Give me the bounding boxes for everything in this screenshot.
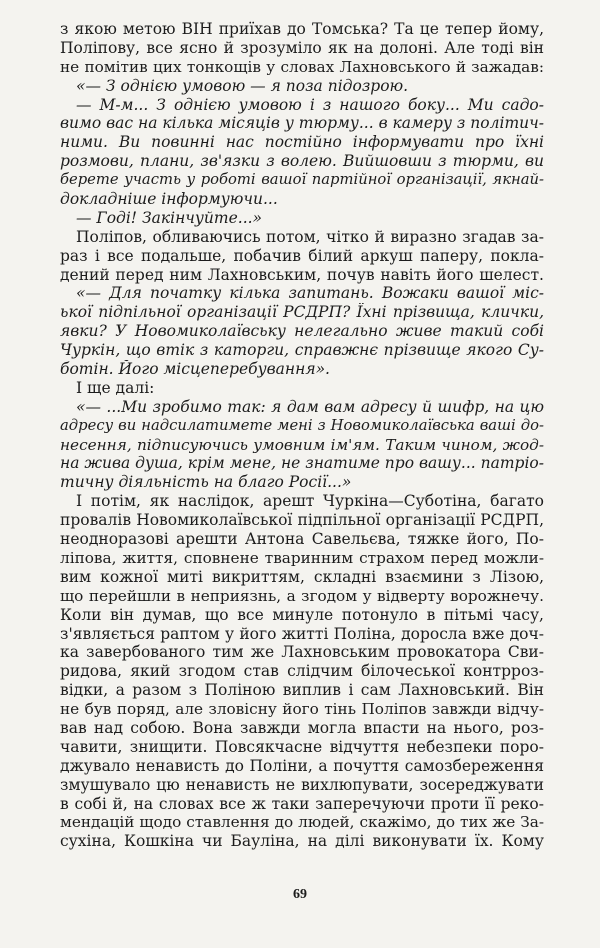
page-number: 69 <box>293 887 307 902</box>
text-line: тичну діяльність на благо Росії...» <box>60 473 352 492</box>
text-line: розмови, плани, зв'язки з волею. Вийшовши з тюрми, ви <box>60 152 544 171</box>
text-line: вимо вас на кілька місяців у тюрму... в камеру з політич- <box>60 114 544 133</box>
text-line: в собі й, на словах все ж таки заперечуючи проти її реко- <box>60 794 544 813</box>
text-line: ької підпільної організації РСДРП? Їхні прізвища, клички, <box>60 303 544 322</box>
text-line: ботін. Його місцеперебування». <box>60 360 330 379</box>
text-line: не помітив цих тонкощів у словах Лахновського й зажадав: <box>60 57 544 76</box>
text-line: явки? У Новомиколаївську нелегально живе такий собі <box>60 322 544 341</box>
text-line: І потім, як наслідок, арешт Чуркіна—Суботіна, багато <box>76 492 544 511</box>
text-line: — М-м... З однією умовою і з нашого боку... Ми садо- <box>76 95 544 114</box>
text-line: Поліпов, обливаючись потом, чітко й виразно згадав за- <box>76 227 544 246</box>
text-line: І ще далі: <box>76 378 155 397</box>
text-line: «— З однією умовою — я поза підозрою. <box>76 76 409 95</box>
text-line: ка завербованого тим же Лахновським провокатора Сви- <box>60 643 544 662</box>
text-line: не був поряд, але зловісну його тінь Поліпов завжди відчу- <box>60 700 544 719</box>
text-line: змушувало цю ненависть не вихлюпувати, зосереджувати <box>60 775 544 794</box>
text-line: несення, підписуючись умовним ім'ям. Таким чином, жод- <box>60 435 544 454</box>
text-line: вав над собою. Вона завжди могла впасти на нього, роз- <box>60 718 544 737</box>
text-line: Чуркін, що втік з каторги, справжнє прізвище якого Су- <box>60 341 544 360</box>
text-line: вим кожної миті викриттям, складні взаємини з Лізою, <box>60 567 544 586</box>
text-line: дений перед ним Лахновським, почув навіть його шелест. <box>60 265 544 284</box>
text-line: з'являється раптом у його житті Поліна, доросла вже доч- <box>60 624 544 643</box>
text-line: докладніше інформуючи... <box>60 190 278 209</box>
text-line: провалів Новомиколаївської підпільної організації РСДРП, <box>60 511 544 530</box>
text-line: сухіна, Кошкіна чи Бауліна, на ділі виконувати їх. Кому <box>60 832 544 851</box>
page-body <box>60 20 544 851</box>
text-line: мендацій щодо ставлення до людей, скажімо, до тих же За- <box>60 813 544 832</box>
text-line: раз і все подальше, побачив білий аркуш паперу, покла- <box>60 246 544 265</box>
text-line: з якою метою ВІН приїхав до Томська? Та це тепер йому, <box>60 20 544 38</box>
text-line: чавити, знищити. Повсякчасне відчуття небезпеки поро- <box>60 737 544 756</box>
text-line: на жива душа, крім мене, не знатиме про вашу... патріо- <box>60 454 544 473</box>
text-line: відки, а разом з Поліною виплив і сам Лахновський. Він <box>60 681 544 700</box>
text-line: Поліпову, все ясно й зрозуміло як на долоні. Але тоді він <box>60 38 544 57</box>
text-line: що перейшли в неприязнь, а згодом у відверту ворожнечу. <box>60 586 544 605</box>
text-line: Коли він думав, що все минуле потонуло в пітьмі часу, <box>60 605 544 624</box>
text-line: ридова, який згодом став слідчим білочеської контррoз- <box>60 662 544 681</box>
text-line: — Годі! Закінчуйте...» <box>76 208 263 227</box>
text-line: ними. Ви повинні нас постійно інформувати про їхні <box>60 133 544 152</box>
text-line: «— ...Ми зробимо так: я дам вам адресу й шифр, на цю <box>76 397 544 416</box>
text-line: «— Для початку кілька запитань. Вожаки вашої міс- <box>76 284 544 303</box>
text-line: джувало ненависть до Поліни, а почуття самозбереження <box>60 756 544 775</box>
text-line: берете участь у роботі вашої партійної організації, якнай- <box>60 171 544 189</box>
text-line: неодноразові арешти Антона Савельєва, тяжке його, По- <box>60 530 544 549</box>
text-line: адресу ви надсилатимете мені з Новомиколаївська ваші до- <box>60 416 544 434</box>
text-line: ліпова, життя, сповнене тваринним страхом перед можли- <box>60 548 544 567</box>
